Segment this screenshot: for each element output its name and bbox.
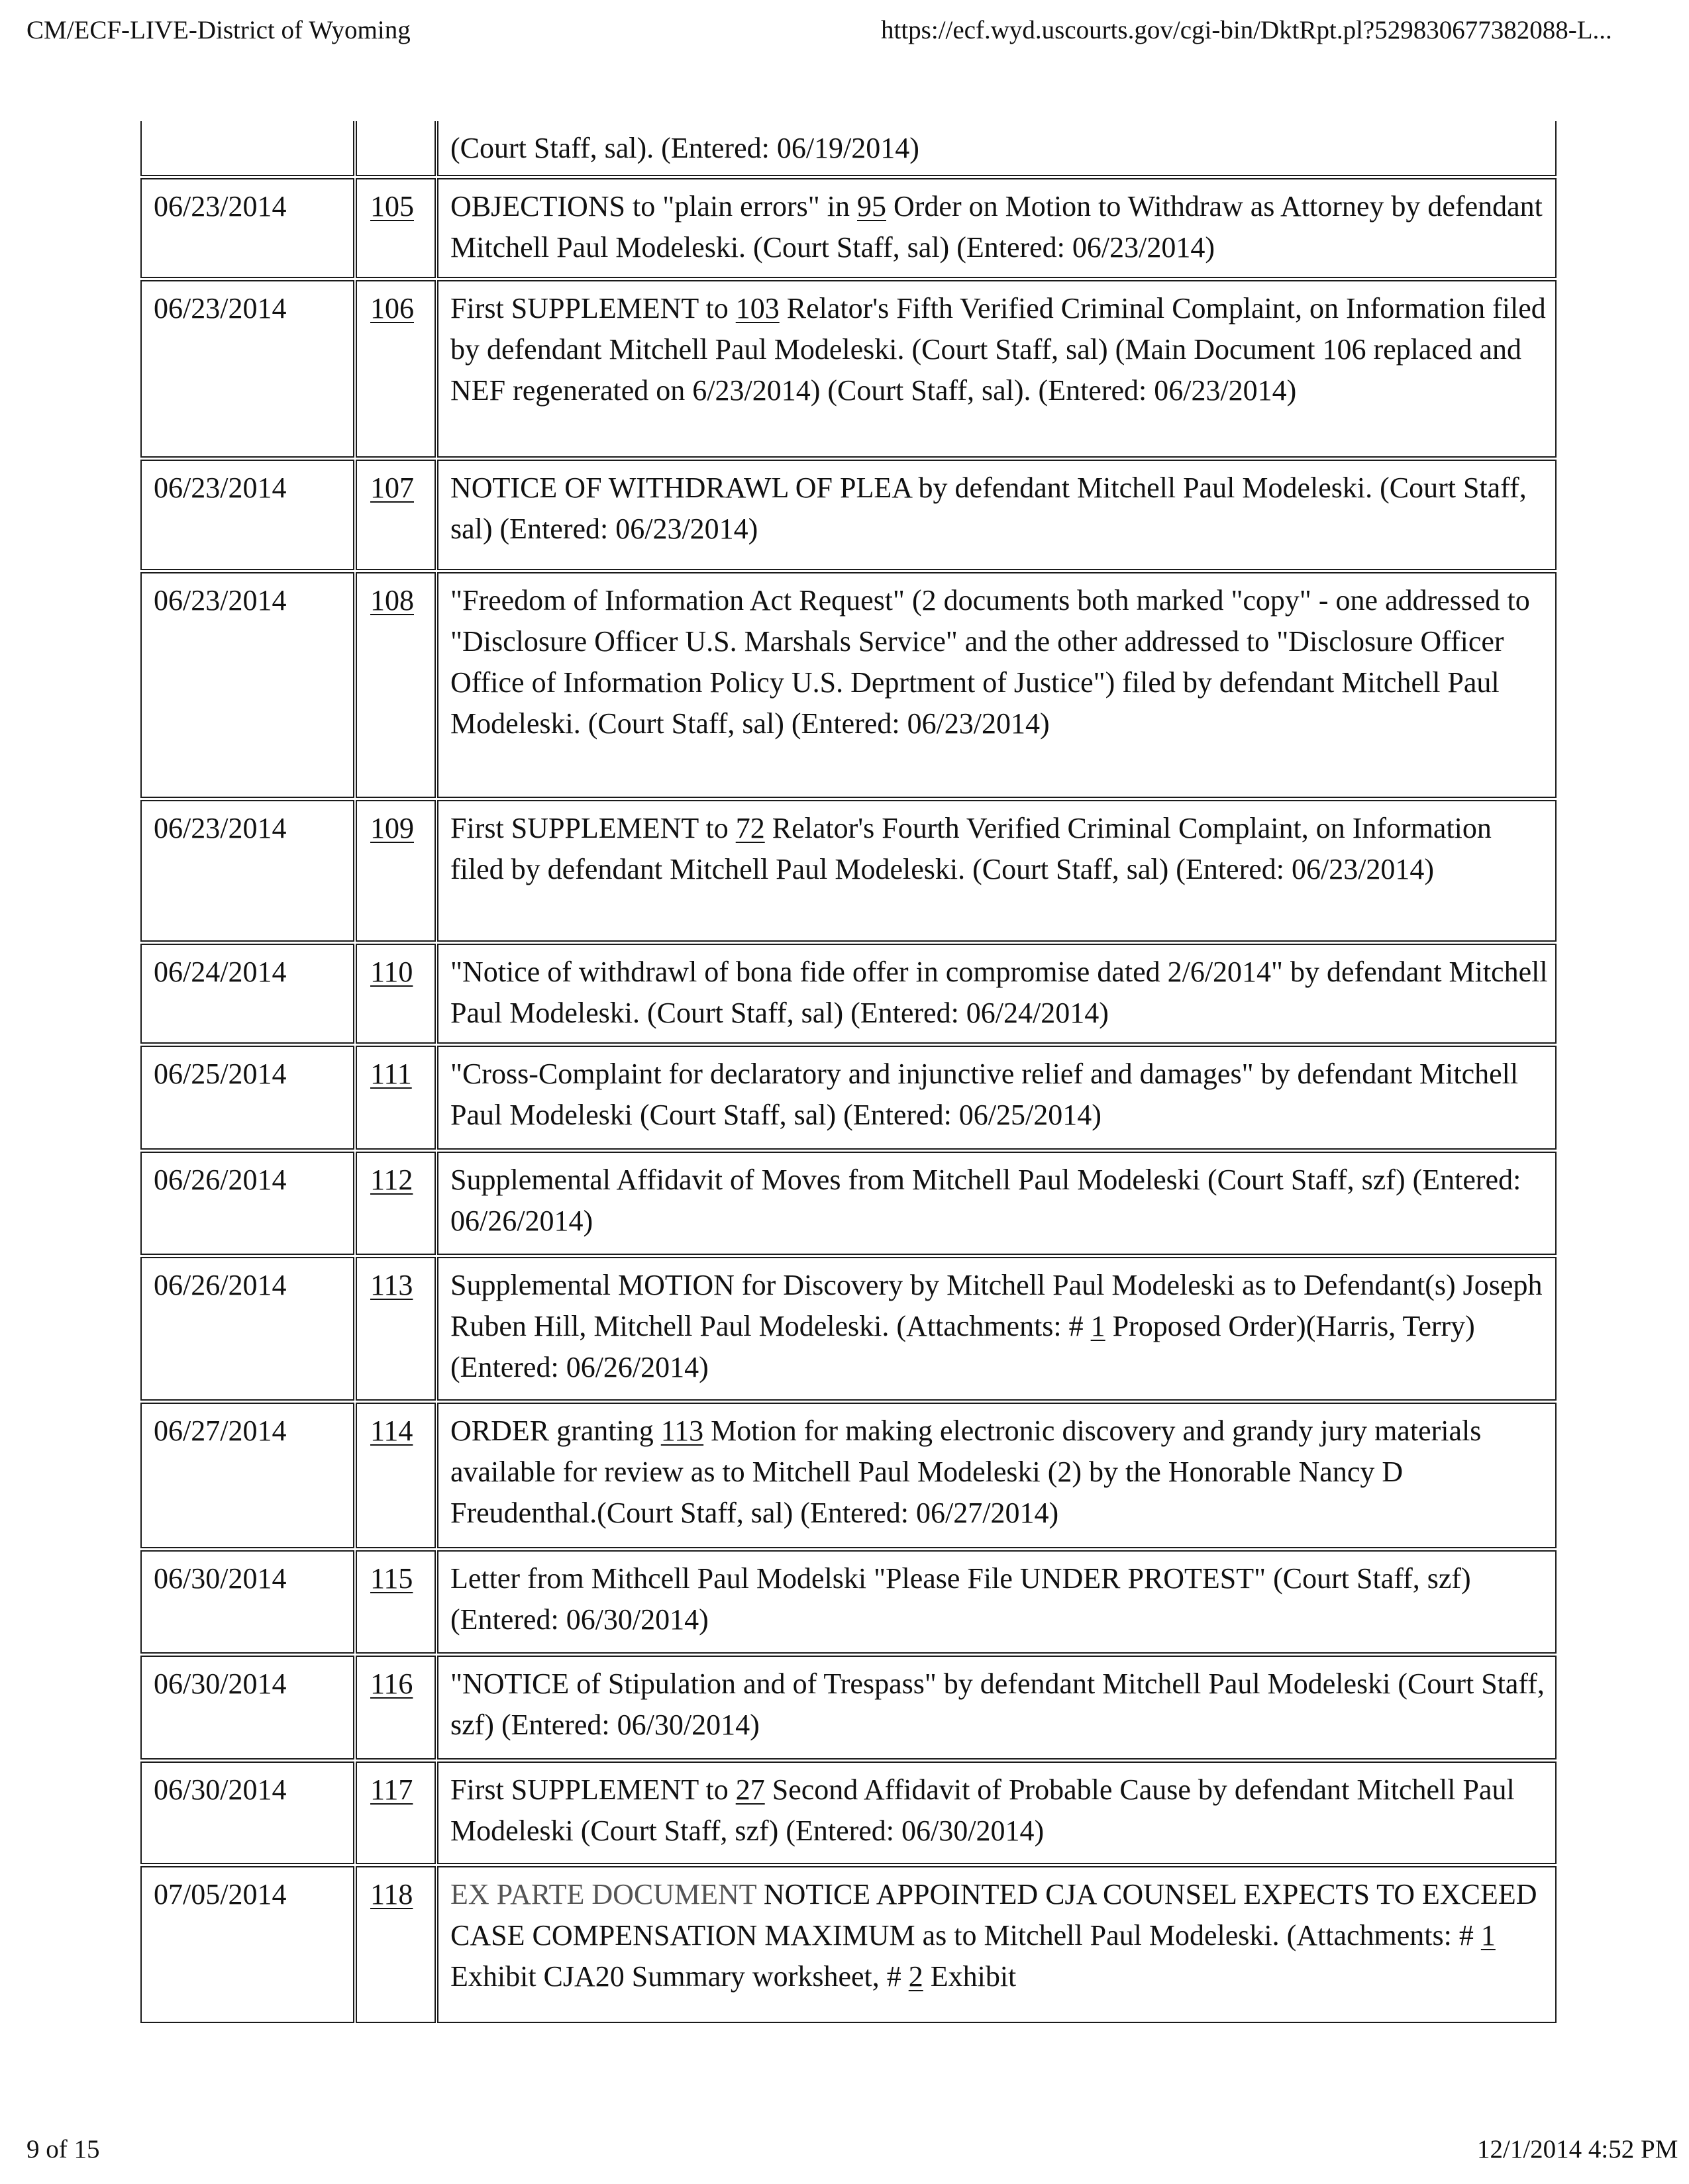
document-reference-link[interactable]: 2: [908, 1960, 923, 1993]
docket-entry-row: [140, 121, 1558, 178]
entry-number-link[interactable]: 116: [370, 1667, 413, 1700]
entry-date: 06/23/2014: [140, 800, 354, 942]
entry-date: 06/23/2014: [140, 178, 354, 278]
description-text: "Cross-Complaint for declaratory and injunctive relief and damages" by defendant Mitchell Paul Modeleski (Court Staff, sal) (Entered: 06/25/2014): [450, 1058, 1519, 1131]
page-number: 9 of 15: [26, 2135, 100, 2163]
entry-number-cell: [356, 460, 436, 570]
entry-description: [437, 178, 1557, 278]
document-reference-link[interactable]: 113: [660, 1415, 704, 1447]
entry-number-link[interactable]: 111: [370, 1058, 412, 1090]
entry-description: [437, 800, 1557, 942]
description-text: First SUPPLEMENT to: [450, 812, 736, 844]
document-reference-link[interactable]: 1: [1090, 1310, 1105, 1342]
docket-entry-row: [140, 178, 1558, 280]
description-text: NOTICE APPOINTED CJA COUNSEL EXPECTS TO EXCEED CASE COMPENSATION MAXIMUM as to Mitchell Paul Modeleski. (Attachments: #: [450, 1878, 1537, 1952]
docket-entry-row: [140, 1762, 1558, 1866]
description-text: "NOTICE of Stipulation and of Trespass" by defendant Mitchell Paul Modeleski (Court Staff, szf) (Entered: 06/30/2014): [450, 1667, 1545, 1741]
entry-description: [437, 1866, 1557, 2023]
entry-date: 06/30/2014: [140, 1762, 354, 1864]
description-text: Relator's Fourth Verified Criminal Complaint, on Information filed by defendant Mitchell Paul Modeleski. (Court Staff, sal) (Entered: 06/23/2014): [450, 812, 1492, 885]
entry-description: [437, 1046, 1557, 1150]
entry-number-link[interactable]: 118: [370, 1878, 413, 1911]
docket-entry-row: [140, 572, 1558, 800]
entry-number-cell: [356, 1046, 436, 1150]
entry-description: [437, 460, 1557, 570]
description-text: NOTICE OF WITHDRAWL OF PLEA by defendant Mitchell Paul Modeleski. (Court Staff, sal) (Entered: 06/23/2014): [450, 472, 1527, 545]
entry-date: 06/26/2014: [140, 1152, 354, 1255]
description-text: Exhibit: [923, 1960, 1017, 1993]
entry-description: [437, 1257, 1557, 1401]
entry-date: 06/30/2014: [140, 1656, 354, 1760]
description-text: Supplemental Affidavit of Moves from Mitchell Paul Modeleski (Court Staff, szf) (Entered: 06/26/2014): [450, 1164, 1521, 1237]
description-text: Exhibit CJA20 Summary worksheet, #: [450, 1960, 909, 1993]
document-reference-link[interactable]: 27: [735, 1773, 765, 1806]
entry-date: 06/23/2014: [140, 572, 354, 798]
page-header-url: https://ecf.wyd.uscourts.gov/cgi-bin/DktRpt.pl?529830677382088-L...: [881, 16, 1612, 44]
entry-number-cell: [356, 1152, 436, 1255]
entry-number-cell: [356, 1762, 436, 1864]
entry-number-link[interactable]: 117: [370, 1773, 413, 1806]
entry-description: [437, 121, 1557, 176]
document-reference-link[interactable]: 103: [735, 292, 780, 324]
print-timestamp: 12/1/2014 4:52 PM: [1477, 2135, 1678, 2163]
docket-entry-row: [140, 800, 1558, 944]
entry-description: [437, 944, 1557, 1044]
entry-number-cell: [356, 1656, 436, 1760]
entry-date: 06/25/2014: [140, 1046, 354, 1150]
entry-description: [437, 1152, 1557, 1255]
document-reference-link[interactable]: 1: [1480, 1919, 1496, 1952]
entry-number-cell: [356, 572, 436, 798]
description-text: OBJECTIONS to "plain errors" in: [450, 190, 857, 223]
entry-description: [437, 1403, 1557, 1548]
entry-number-cell: [356, 1866, 436, 2023]
entry-number-cell: [356, 121, 436, 176]
entry-description: [437, 1550, 1557, 1654]
description-text: "Notice of withdrawl of bona fide offer in compromise dated 2/6/2014" by defendant Mitchell Paul Modeleski. (Court Staff, sal) (Entered: 06/24/2014): [450, 956, 1548, 1029]
docket-entry-row: [140, 944, 1558, 1046]
entry-date: 06/26/2014: [140, 1257, 354, 1401]
description-text: "Freedom of Information Act Request" (2 documents both marked "copy" - one addressed to "Disclosure Officer U.S. Marshals Service" and the other addressed to "Disclosure Officer Office of Information Policy U.S. Deprtment of Justice") filed by defendant Mitchell Paul Modeleski. (Court Staff, sal) (Entered: 06/23/2014): [450, 584, 1530, 740]
entry-date: 06/23/2014: [140, 460, 354, 570]
document-reference-link[interactable]: 95: [856, 190, 886, 223]
description-text: Letter from Mithcell Paul Modelski "Please File UNDER PROTEST" (Court Staff, szf) (Entered: 06/30/2014): [450, 1562, 1471, 1636]
description-text: Proposed Order)(Harris, Terry) (Entered: 06/26/2014): [450, 1310, 1475, 1383]
page-header-title: CM/ECF-LIVE-District of Wyoming: [26, 16, 411, 44]
description-text: Second Affidavit of Probable Cause by defendant Mitchell Paul Modeleski (Court Staff, szf) (Entered: 06/30/2014): [450, 1773, 1515, 1847]
entry-description: [437, 1762, 1557, 1864]
docket-table: [140, 121, 1558, 2025]
entry-number-link[interactable]: 115: [370, 1562, 413, 1595]
docket-entry-row: [140, 460, 1558, 572]
description-text: First SUPPLEMENT to: [450, 1773, 736, 1806]
entry-description: [437, 1656, 1557, 1760]
entry-number-link[interactable]: 113: [370, 1269, 413, 1301]
description-text: Motion for making electronic discovery and grandy jury materials available for review as to Mitchell Paul Modeleski (2) by the Honorable Nancy D Freudenthal.(Court Staff, sal) (Entered: 06/27/2014): [450, 1415, 1482, 1529]
entry-date: 06/23/2014: [140, 280, 354, 458]
docket-entry-row: [140, 1152, 1558, 1257]
docket-entry-row: [140, 280, 1558, 460]
entry-number-cell: [356, 944, 436, 1044]
entry-number-link[interactable]: 114: [370, 1415, 413, 1447]
entry-number-link[interactable]: 105: [370, 190, 414, 223]
entry-date: [140, 121, 354, 176]
entry-date: 06/30/2014: [140, 1550, 354, 1654]
entry-description: [437, 280, 1557, 458]
docket-entry-row: [140, 1403, 1558, 1550]
entry-number-link[interactable]: 112: [370, 1164, 413, 1196]
entry-number-cell: [356, 800, 436, 942]
entry-number-cell: [356, 1403, 436, 1548]
entry-number-cell: [356, 280, 436, 458]
docket-entry-row: [140, 1656, 1558, 1762]
entry-number-cell: [356, 178, 436, 278]
ex-parte-label: EX PARTE DOCUMENT: [450, 1878, 756, 1911]
description-text: Order on Motion to Withdraw as Attorney by defendant Mitchell Paul Modeleski. (Court Staff, sal) (Entered: 06/23/2014): [450, 190, 1543, 264]
entry-number-cell: [356, 1550, 436, 1654]
description-text: ORDER granting: [450, 1415, 661, 1447]
docket-entry-row: [140, 1550, 1558, 1656]
docket-entry-row: [140, 1257, 1558, 1403]
entry-number-cell: [356, 1257, 436, 1401]
entry-number-link[interactable]: 107: [370, 472, 414, 504]
docket-entry-row: [140, 1866, 1558, 2025]
document-reference-link[interactable]: 72: [735, 812, 765, 844]
entry-date: 07/05/2014: [140, 1866, 354, 2023]
entry-number-link[interactable]: 109: [370, 812, 414, 844]
entry-date: 06/24/2014: [140, 944, 354, 1044]
entry-description: [437, 572, 1557, 798]
entry-number-link[interactable]: 110: [370, 956, 413, 988]
entry-number-link[interactable]: 108: [370, 584, 414, 617]
entry-number-link[interactable]: 106: [370, 292, 414, 324]
entry-date: 06/27/2014: [140, 1403, 354, 1548]
description-text: Relator's Fifth Verified Criminal Complaint, on Information filed by defendant Mitchell Paul Modeleski. (Court Staff, sal) (Main Document 106 replaced and NEF regenerated on 6/23/2014) (Court Staff, sal). (Entered: 06/23/2014): [450, 292, 1546, 407]
description-text: (Court Staff, sal). (Entered: 06/19/2014): [450, 132, 919, 164]
docket-entry-row: [140, 1046, 1558, 1152]
description-text: First SUPPLEMENT to: [450, 292, 736, 324]
description-text: Supplemental MOTION for Discovery by Mitchell Paul Modeleski as to Defendant(s) Joseph Ruben Hill, Mitchell Paul Modeleski. (Attachments: #: [450, 1269, 1543, 1342]
